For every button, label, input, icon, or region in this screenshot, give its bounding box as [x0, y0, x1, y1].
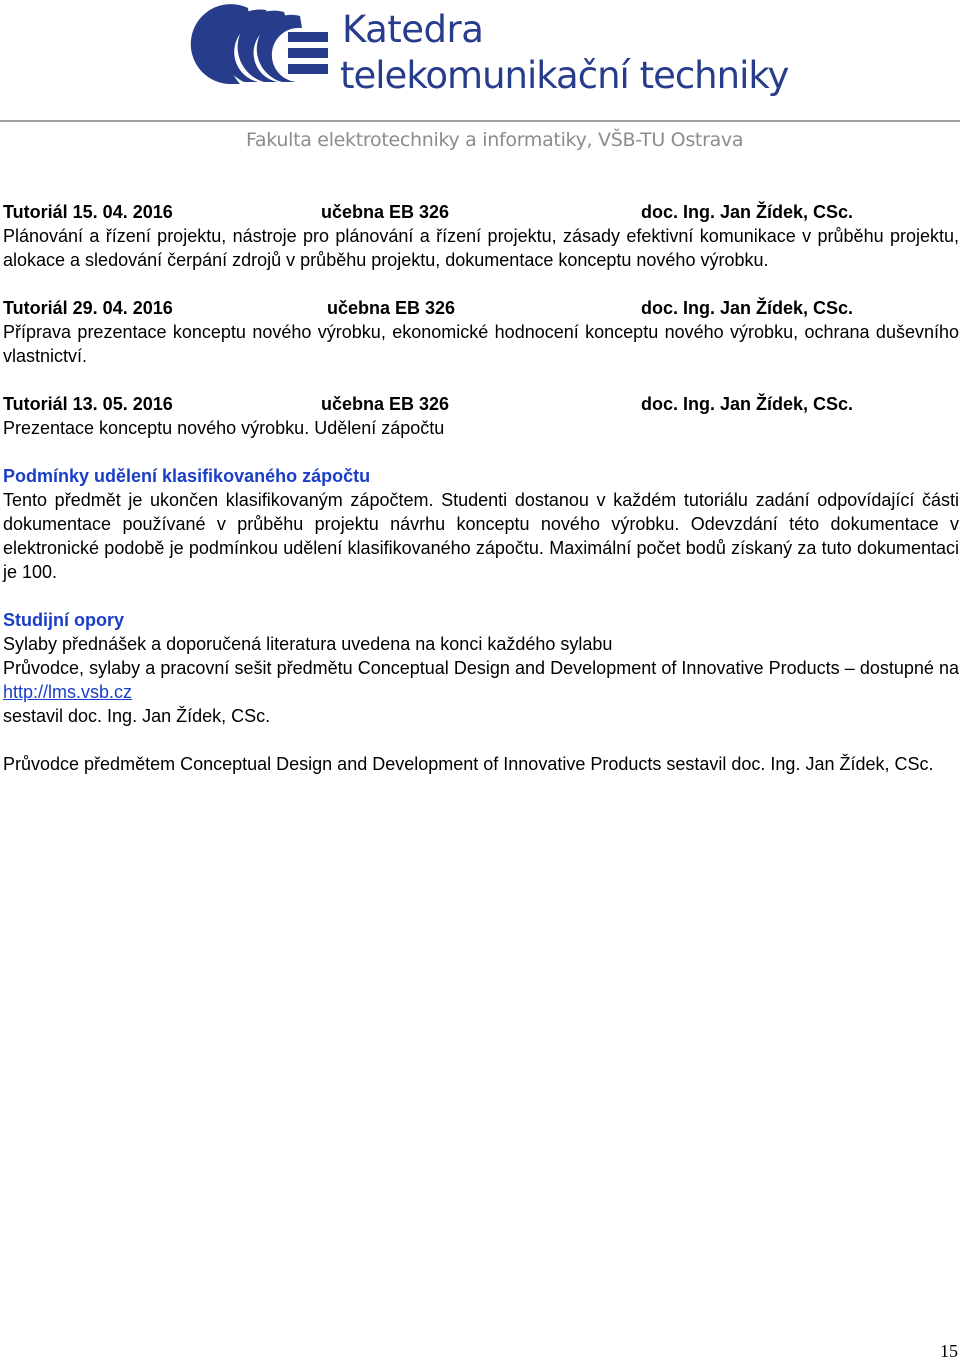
study-line2-text: Průvodce, sylaby a pracovní sešit předmětu Conceptual Design and Development of Innovative Products – dostupné na — [3, 658, 959, 678]
tutorial-room: učebna EB 326 — [327, 298, 456, 318]
footer-note: Průvodce předmětem Conceptual Design and Development of Innovative Products sestavil doc. Ing. Jan Žídek, CSc. — [3, 754, 934, 774]
tutorial-header — [3, 200, 959, 224]
tutorial-header — [3, 392, 959, 416]
tutorial-room: učebna EB 326 — [321, 202, 450, 222]
tutorial-description: Prezentace konceptu nového výrobku. Udělení zápočtu — [3, 418, 445, 438]
department-name-line1: Katedra — [342, 8, 484, 51]
tutorial-description: Plánování a řízení projektu, nástroje pro plánování a řízení projektu, zásady efektivní komunikace v průběhu projektu, alokace a sledování čerpání zdrojů v průběhu projektu, dokumentace konceptu nového výrobku. — [3, 226, 959, 270]
tutorial-date: Tutoriál 13. 05. 2016 — [3, 394, 173, 414]
header-divider — [0, 120, 960, 122]
study-line2 — [3, 656, 959, 704]
tutorial-room: učebna EB 326 — [321, 394, 450, 414]
faculty-name: Fakulta elektrotechniky a informatiky, VŠB-TU Ostrava — [246, 129, 744, 151]
katedra-logo-icon — [188, 2, 333, 90]
credit-heading: Podmínky udělení klasifikovaného zápočtu — [3, 466, 371, 486]
credit-text: Tento předmět je ukončen klasifikovaným zápočtem. Studenti dostanou v každém tutoriálu zadání odpovídající části dokumentace používané v průběhu projektu návrhu konceptu nového výrobku. Odevzdání této dokumentace v elektronické podobě je podmínkou udělení klasifikovaného zápočtu. Maximální počet bodů získaný za tuto dokumentaci je 100. — [3, 490, 959, 582]
tutorial-header — [3, 296, 959, 320]
page-header — [0, 0, 960, 160]
tutorial-teacher: doc. Ing. Jan Žídek, CSc. — [641, 394, 854, 414]
document-body — [3, 200, 959, 776]
tutorial-description: Příprava prezentace konceptu nového výrobku, ekonomické hodnocení konceptu nového výrobku, ochrana duševního vlastnictví. — [3, 322, 959, 366]
tutorial-teacher: doc. Ing. Jan Žídek, CSc. — [641, 298, 854, 318]
tutorial-date: Tutoriál 15. 04. 2016 — [3, 202, 173, 222]
lms-link[interactable]: http://lms.vsb.cz — [3, 682, 133, 702]
tutorial-date: Tutoriál 29. 04. 2016 — [3, 298, 173, 318]
study-heading: Studijní opory — [3, 610, 124, 630]
study-line1: Sylaby přednášek a doporučená literatura uvedena na konci každého sylabu — [3, 634, 613, 654]
tutorial-teacher: doc. Ing. Jan Žídek, CSc. — [641, 202, 854, 222]
page-number: 15 — [940, 1341, 958, 1361]
department-name-line2: telekomunikační techniky — [340, 54, 789, 97]
study-line3: sestavil doc. Ing. Jan Žídek, CSc. — [3, 706, 271, 726]
